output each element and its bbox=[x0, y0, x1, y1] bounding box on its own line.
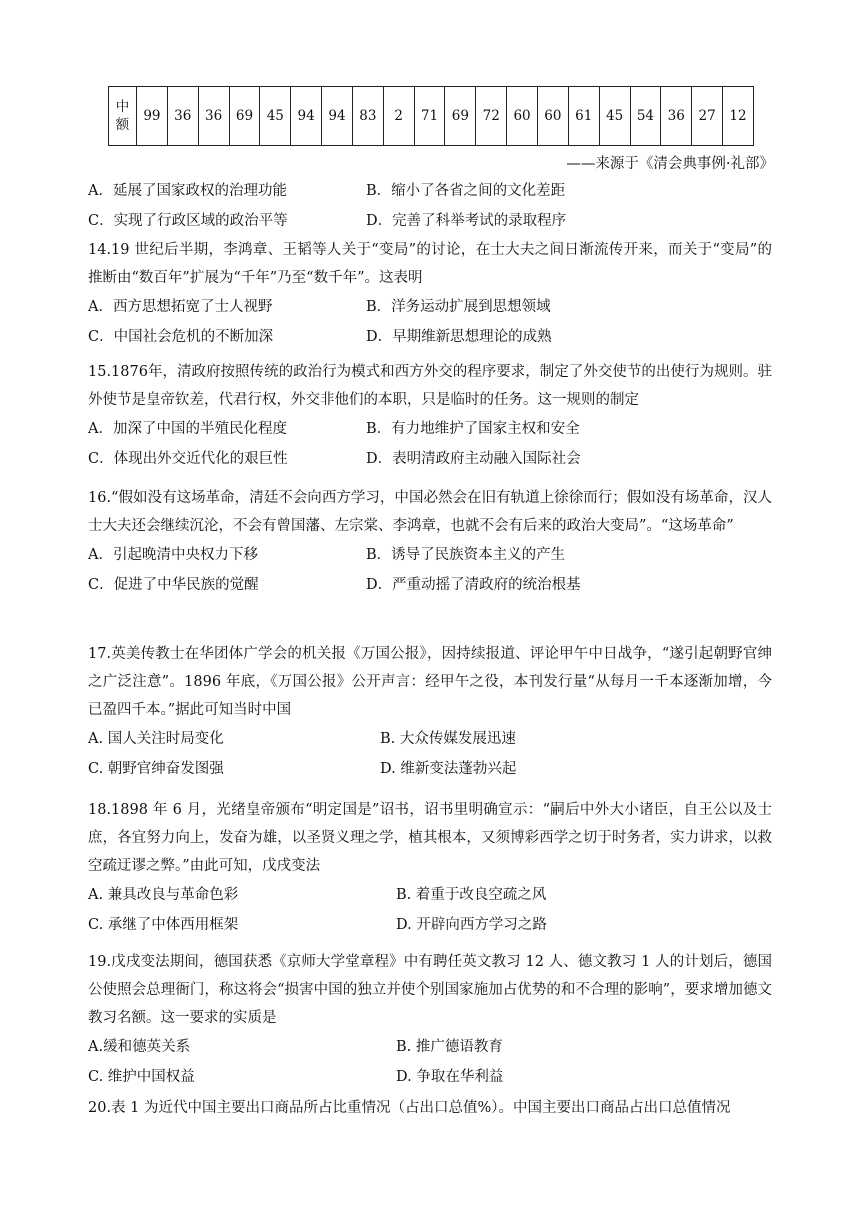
option-d: D．表明清政府主动融入国际社会 bbox=[366, 451, 581, 467]
option-row bbox=[88, 444, 772, 474]
question-stem: 18.1898 年 6 月，光绪皇帝颁布“明定国是”诏书，诏书里明确宣示：“嗣后中外大小诸臣，自王公以及士庶，各宜努力向上，发奋为雄，以圣贤义理之学，植其根本，又须博彩西学之切于时务者，实力讲求，以救空疏迂谬之弊。”由此可知，戊戌变法 bbox=[88, 802, 772, 874]
table-cell: 27 bbox=[692, 87, 723, 146]
option-a: A．加深了中国的半殖民化程度 bbox=[88, 421, 287, 437]
question-stem: 14.19 世纪后半期，李鸿章、王韬等人关于“变局”的讨论，在士大夫之间日渐流传开来，而关于“变局”的推断由“数百年”扩展为“千年”乃至“数千年”。这表明 bbox=[88, 242, 772, 286]
quota-table bbox=[108, 86, 754, 146]
option-row bbox=[88, 206, 772, 236]
option-b: B．缩小了各省之间的文化差距 bbox=[366, 183, 566, 199]
table-source: ——来源于《清会典事例·礼部》 bbox=[566, 156, 774, 172]
option-a: A．延展了国家政权的治理功能 bbox=[88, 183, 287, 199]
option-row bbox=[88, 880, 772, 910]
header-char: 额 bbox=[115, 117, 130, 133]
option-row bbox=[88, 1032, 772, 1062]
table-cell: 45 bbox=[260, 87, 291, 146]
option-d: D．严重动摇了清政府的统治根基 bbox=[366, 577, 581, 593]
option-b: B．洋务运动扩展到思想领域 bbox=[366, 299, 551, 315]
table-cell: 36 bbox=[198, 87, 229, 146]
table-cell: 45 bbox=[599, 87, 630, 146]
option-a: A. 兼具改良与革命色彩 bbox=[88, 887, 239, 903]
option-row bbox=[88, 910, 772, 940]
option-b: B．有力地维护了国家主权和安全 bbox=[366, 421, 580, 437]
option-c: C. 承继了中体西用框架 bbox=[88, 917, 239, 933]
table-cell: 72 bbox=[476, 87, 507, 146]
table-cell: 94 bbox=[322, 87, 353, 146]
option-a: A．西方思想拓宽了士人视野 bbox=[88, 299, 273, 315]
option-d: D. 维新变法蓬勃兴起 bbox=[380, 761, 517, 777]
option-c: C. 朝野官绅奋发图强 bbox=[88, 761, 224, 777]
option-d: D. 争取在华利益 bbox=[396, 1069, 504, 1085]
table-cell: 71 bbox=[414, 87, 445, 146]
option-b: B. 着重于改良空疏之风 bbox=[396, 887, 547, 903]
table-cell: 99 bbox=[137, 87, 168, 146]
option-c: C．促进了中华民族的觉醒 bbox=[88, 577, 259, 593]
question-stem: 15.1876年，清政府按照传统的政治行为模式和西方外交的程序要求，制定了外交使节的出使行为规则。驻外使节是皇帝钦差，代君行权，外交非他们的本职，只是临时的任务。这一规则的制定 bbox=[88, 364, 772, 408]
table-cell: 36 bbox=[167, 87, 198, 146]
option-c: C. 维护中国权益 bbox=[88, 1069, 195, 1085]
option-b: B．诱导了民族资本主义的产生 bbox=[366, 547, 566, 563]
table-row-header bbox=[109, 87, 137, 146]
question-15 bbox=[88, 358, 772, 474]
question-20 bbox=[88, 1094, 772, 1122]
option-d: D．早期维新思想理论的成熟 bbox=[366, 329, 552, 345]
question-16 bbox=[88, 484, 772, 600]
table-cell: 54 bbox=[630, 87, 661, 146]
option-row bbox=[88, 292, 772, 322]
option-a: A．引起晚清中央权力下移 bbox=[88, 547, 258, 563]
table-cell: 69 bbox=[229, 87, 260, 146]
question-19 bbox=[88, 948, 772, 1092]
option-row bbox=[88, 570, 772, 600]
option-b: B. 推广德语教育 bbox=[396, 1039, 503, 1055]
table-row bbox=[109, 87, 754, 146]
option-row bbox=[88, 1062, 772, 1092]
table-cell: 2 bbox=[383, 87, 414, 146]
table-cell: 69 bbox=[445, 87, 476, 146]
option-row bbox=[88, 724, 772, 754]
table-cell: 36 bbox=[661, 87, 692, 146]
question-stem: 16.“假如没有这场革命，清廷不会向西方学习，中国必然会在旧有轨道上徐徐而行；假如没有场革命，汉人士大夫还会继续沉沦，不会有曾国藩、左宗棠、李鸿章，也就不会有后来的政治大变局”。“这场革命” bbox=[88, 490, 772, 534]
question-13-options bbox=[88, 176, 772, 236]
table-cell: 60 bbox=[507, 87, 538, 146]
option-c: C．体现出外交近代化的艰巨性 bbox=[88, 451, 288, 467]
option-b: B. 大众传媒发展迅速 bbox=[380, 731, 516, 747]
table-cell: 83 bbox=[352, 87, 383, 146]
option-row bbox=[88, 176, 772, 206]
header-char: 中 bbox=[115, 99, 130, 115]
question-stem: 17.英美传教士在华团体广学会的机关报《万国公报》，因持续报道、评论甲午中日战争，“遂引起朝野官绅之广泛注意”。1896 年底，《万国公报》公开声言：经甲午之役，本刊发行量“从每月一千本逐渐加增，今已盈四千本。”据此可知当时中国 bbox=[88, 646, 772, 718]
option-c: C．实现了行政区域的政治平等 bbox=[88, 213, 288, 229]
table-cell: 12 bbox=[723, 87, 754, 146]
option-d: D. 开辟向西方学习之路 bbox=[396, 917, 547, 933]
option-row bbox=[88, 540, 772, 570]
table-cell: 94 bbox=[291, 87, 322, 146]
option-d: D．完善了科举考试的录取程序 bbox=[366, 213, 567, 229]
option-row bbox=[88, 754, 772, 784]
option-a: A. 国人关注时局变化 bbox=[88, 731, 224, 747]
option-a: A.缓和德英关系 bbox=[88, 1039, 191, 1055]
table-cell: 61 bbox=[568, 87, 599, 146]
table-cell: 60 bbox=[537, 87, 568, 146]
question-18 bbox=[88, 796, 772, 940]
question-17 bbox=[88, 640, 772, 784]
question-stem: 19.戊戌变法期间，德国获悉《京师大学堂章程》中有聘任英文教习 12 人、德文教习 1 人的计划后，德国公使照会总理衙门，称这将会“损害中国的独立并使个别国家施加占优势的和不合理的影响”，要求增加德文教习名额。这一要求的实质是 bbox=[88, 954, 772, 1026]
option-row bbox=[88, 414, 772, 444]
question-stem: 20.表 1 为近代中国主要出口商品所占比重情况（占出口总值%）。中国主要出口商品占出口总值情况 bbox=[88, 1100, 731, 1116]
option-c: C．中国社会危机的不断加深 bbox=[88, 329, 274, 345]
option-row bbox=[88, 322, 772, 352]
question-14 bbox=[88, 236, 772, 352]
